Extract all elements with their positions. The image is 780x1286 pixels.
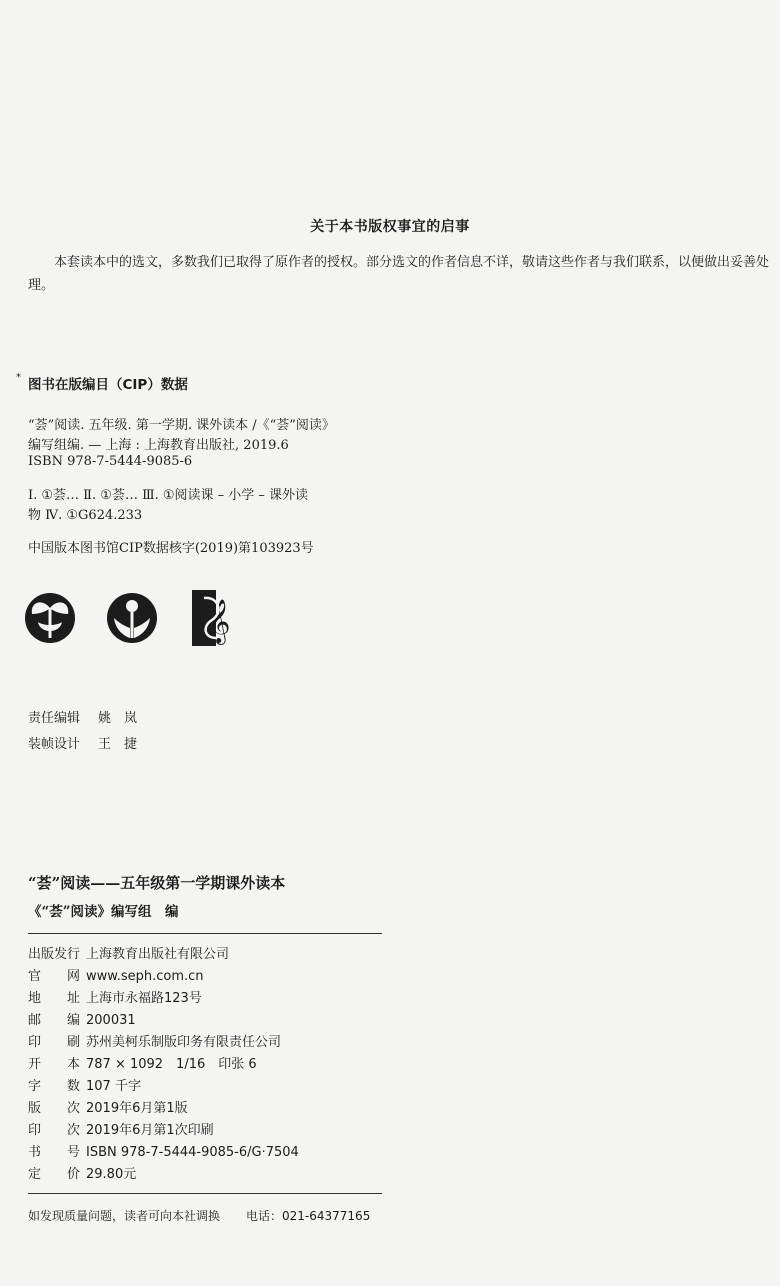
treble-clef-logo-icon [192, 590, 238, 646]
pub-row-address: 地 址 上海市永福路123号 [28, 991, 202, 1006]
pub-row-price: 定 价 29.80元 [28, 1167, 137, 1182]
notice-title: 关于本书版权事宜的启事 [310, 219, 470, 235]
pub-row-postcode: 邮 编 200031 [28, 1013, 136, 1028]
notice-body: 本套读本中的选文，多数我们已取得了原作者的授权。部分选文的作者信息不详，敬请这些作者与我们联系，以便做出妥善处理。 [28, 255, 770, 293]
pub-row-printer: 印 刷 苏州美柯乐制版印务有限责任公司 [28, 1035, 282, 1050]
staff-row-editor [28, 707, 137, 726]
pub-row-publisher: 出版发行 上海教育出版社有限公司 [28, 947, 230, 962]
book-title: “荟”阅读——五年级第一学期课外读本 [28, 874, 286, 892]
sprout-logo-icon [24, 592, 76, 644]
pub-row-isbn: 书 号 ISBN 978-7-5444-9085-6/G·7504 [28, 1145, 299, 1160]
divider [28, 1193, 382, 1194]
footer-phone: 电话：021-64377165 [246, 1209, 371, 1223]
footer-return-policy: 如发现质量问题，读者可向本社调换 [28, 1209, 221, 1223]
svg-text:𝄞: 𝄞 [208, 599, 231, 643]
cip-line-classification-1: Ⅰ. ①荟… Ⅱ. ①荟… Ⅲ. ①阅读课 – 小学 – 课外读 [28, 488, 309, 503]
staff-value: 姚 岚 [98, 711, 138, 726]
cip-mark: * [16, 372, 21, 383]
divider [28, 933, 382, 934]
staff-label: 装帧设计 [28, 737, 81, 752]
cip-heading: 图书在版编目（CIP）数据 [28, 377, 188, 393]
cip-line-classification-2: 物 Ⅳ. ①G624.233 [28, 508, 143, 523]
staff-value: 王 捷 [98, 737, 138, 752]
cip-line-cip-number: 中国版本图书馆CIP数据核字(2019)第103923号 [28, 541, 314, 556]
footer-note [28, 1207, 370, 1224]
pub-row-edition: 版 次 2019年6月第1版 [28, 1101, 188, 1116]
cip-line-publisher: 编写组编. — 上海 : 上海教育出版社, 2019.6 [28, 438, 289, 453]
bloom-logo-icon [106, 592, 158, 644]
pub-row-word-count: 字 数 107 千字 [28, 1079, 141, 1094]
cip-line-isbn: ISBN 978-7-5444-9085-6 [28, 454, 193, 469]
staff-label: 责任编辑 [28, 711, 81, 726]
cip-line-title: “荟”阅读. 五年级. 第一学期. 课外读本 /《“荟”阅读》 [28, 418, 335, 433]
pub-row-website: 官 网 www.seph.com.cn [28, 969, 204, 984]
book-editor: 《“荟”阅读》编写组 编 [28, 904, 179, 920]
staff-row-designer [28, 733, 137, 752]
pub-row-format: 开 本 787 × 1092 1/16 印张 6 [28, 1057, 257, 1072]
pub-row-printing: 印 次 2019年6月第1次印刷 [28, 1123, 214, 1138]
